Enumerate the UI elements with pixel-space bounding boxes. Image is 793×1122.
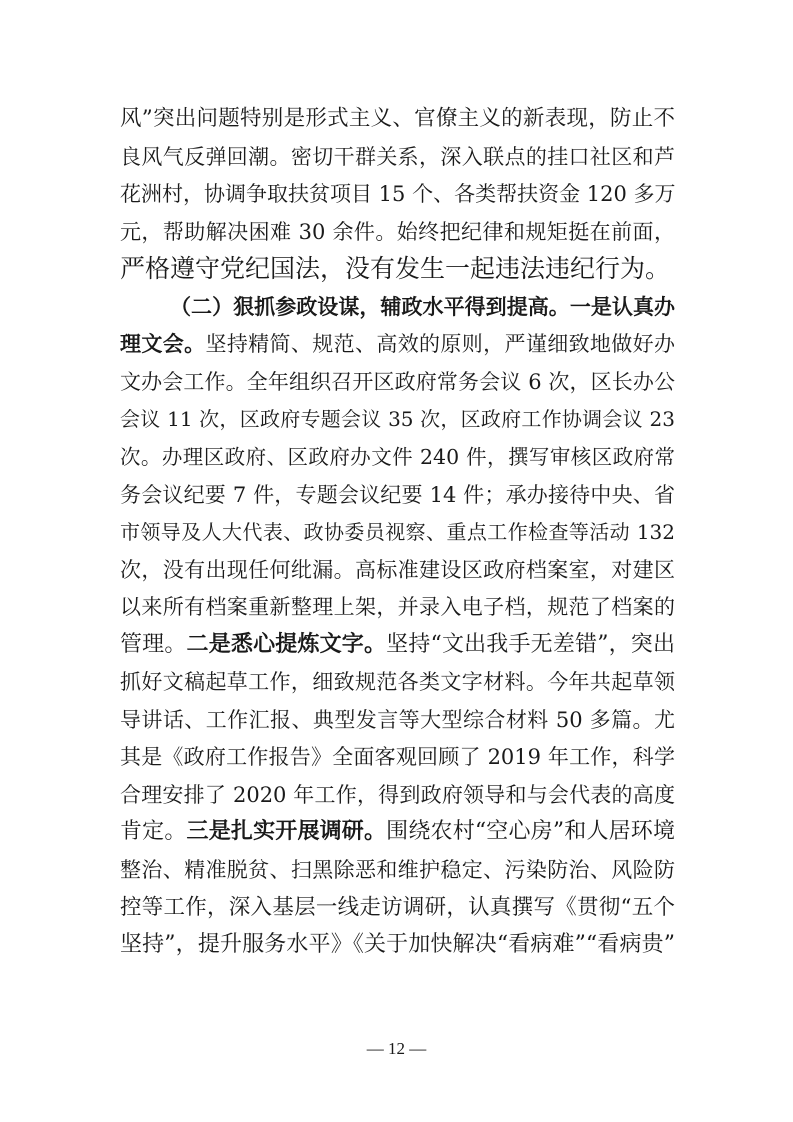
paragraph-text: 合理安排了 2020 年工作，得到政府领导和与会代表的高度: [120, 783, 675, 807]
text-line: [120, 514, 675, 550]
paragraph-text: 文办会工作。全年组织召开区政府常务会议 6 次，区长办公: [120, 370, 675, 394]
paragraph-text: 务会议纪要 7 件，专题会议纪要 14 件；承办接待中央、省: [120, 483, 675, 507]
paragraph-text: 导讲话、工作汇报、典型发言等大型综合材料 50 多篇。尤: [120, 708, 675, 732]
bold-heading-text: （二）狠抓参政设谋，辅政水平得到提高。一是认真办: [170, 295, 675, 319]
paragraph-text: 整治、精准脱贫、扫黑除恶和维护稳定、污染防治、风险防: [120, 858, 675, 882]
paragraph-text: 花洲村，协调争取扶贫项目 15 个、各类帮扶资金 120 多万: [120, 182, 676, 206]
bold-heading-text: 理文会。: [120, 332, 206, 356]
paragraph-text: 良风气反弹回潮。密切干群关系，深入联点的挂口社区和芦: [120, 145, 675, 169]
text-line: [120, 214, 675, 250]
paragraph-text: 抓好文稿起草工作，细致规范各类文字材料。今年共起草领: [120, 670, 675, 694]
paragraph-text: 围绕农村“空心房”和人居环境: [386, 819, 675, 844]
text-line: [170, 289, 675, 325]
text-line: [120, 477, 675, 513]
paragraph-text: 肯定。: [120, 819, 187, 844]
paragraph-text: 次，没有出现任何纰漏。高标准建设区政府档案室，对建区: [120, 558, 675, 582]
text-line: [120, 702, 675, 738]
paragraph-text: 管理。: [120, 632, 187, 657]
text-line: [120, 401, 675, 437]
text-line: [120, 176, 675, 212]
text-line: [120, 852, 675, 888]
text-line: [120, 139, 675, 175]
text-line: [120, 552, 675, 588]
text-line: [120, 589, 675, 625]
text-line: [120, 927, 675, 963]
paragraph-text: 元，帮助解决困难 30 余件。始终把纪律和规矩挺在前面，: [120, 220, 675, 244]
text-line: [120, 814, 675, 850]
text-line: [120, 739, 675, 775]
text-line: [120, 777, 675, 813]
text-line: [120, 251, 675, 287]
text-line: [120, 890, 675, 926]
text-line: [120, 101, 675, 137]
text-line: [120, 627, 675, 663]
paragraph-text: 市领导及人大代表、政协委员视察、重点工作检查等活动 132: [120, 520, 675, 544]
paragraph-text: 以来所有档案重新整理上架，并录入电子档，规范了档案的: [120, 595, 675, 619]
paragraph-text: 坚持”，提升服务水平》《关于加快解决“看病难”“看病贵”: [120, 932, 675, 957]
paragraph-text: 风”突出问题特别是形式主义、官僚主义的新表现，防止不: [120, 106, 675, 131]
bold-heading-text: 二是悉心提炼文字。: [186, 632, 387, 657]
bold-heading-text: 三是扎实开展调研。: [186, 819, 387, 844]
page-number: — 12 —: [366, 1039, 427, 1058]
paragraph-text: 坚持精简、规范、高效的原则，严谨细致地做好办: [205, 332, 676, 356]
paragraph-text: 会议 11 次，区政府专题会议 35 次，区政府工作协调会议 23: [120, 407, 675, 431]
paragraph-text: 其是《政府工作报告》全面客观回顾了 2019 年工作，科学: [120, 745, 675, 769]
text-line: [120, 664, 675, 700]
paragraph-text: 严格遵守党纪国法，没有发生一起违法违纪行为。: [120, 254, 671, 283]
text-line: [120, 364, 675, 400]
text-line: [120, 439, 675, 475]
paragraph-text: 坚持“文出我手无差错”，突出: [386, 632, 675, 657]
text-line: [120, 326, 675, 362]
paragraph-text: 次。办理区政府、区政府办文件 240 件，撰写审核区政府常: [120, 445, 675, 469]
paragraph-text: 控等工作，深入基层一线走访调研，认真撰写《贯彻“五个: [120, 895, 675, 920]
